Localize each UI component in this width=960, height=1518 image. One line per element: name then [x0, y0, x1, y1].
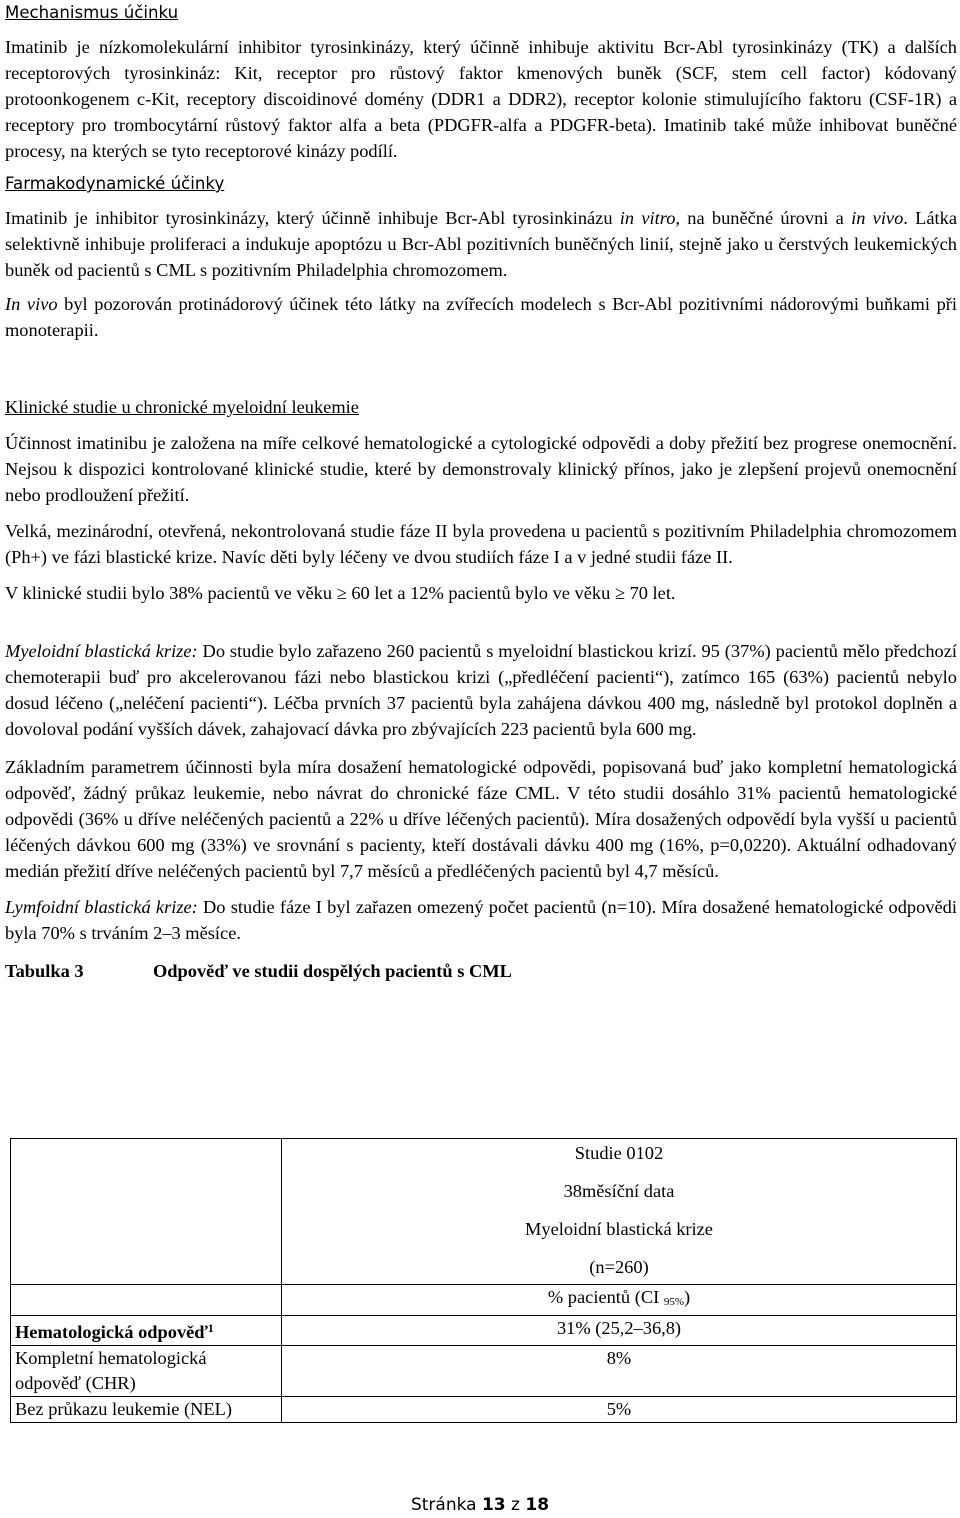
header-data: 38měsíční data [563, 1181, 675, 1201]
row-label: Bez průkazu leukemie (NEL) [11, 1397, 282, 1423]
lymphoid-crisis-paragraph: Lymfoidní blastická krize: Do studie fáze I byl zařazen omezený počet pacientů (n=10). Míra dosažené hematologické odpovědi byla 70% s trváním 2–3 měsíce. [5, 897, 957, 943]
row-value: 5% [282, 1397, 957, 1423]
table-header-row [11, 1139, 957, 1285]
header-n: (n=260) [589, 1257, 649, 1277]
endpoint-paragraph: Základním parametrem účinnosti byla míra dosažení hematologické odpovědi, popisovaná buď jako kompletní hematologická odpověď, žádný průkaz leukemie, nebo návrat do chronické fáze CML. V této studii dosáhlo 31% pacientů hematologické odpovědi (36% u dříve neléčených pacientů a 22% u dříve léčených pacientů). Míra dosažených odpovědí byla vyšší u pacientů léčených dávkou 600 mg (33%) ve srovnání s pacienty, kteří dostávali dávku 400 mg (16%, p=0,0220). Aktuální odhadovaný medián přežití dříve neléčených pacientů byl 7,7 měsíců a předléčených pacientů byl 4,7 měsíců. [5, 757, 957, 881]
document-page [5, 0, 957, 984]
header-population: Myeloidní blastická krize [525, 1219, 713, 1239]
clinical-paragraph-1: Účinnost imatinibu je založena na míře celkové hematologické a cytologické odpovědi a doby přežití bez progrese onemocnění. Nejsou k dispozici kontrolované klinické studie, které by demonstrovaly klinický přínos, jako je zlepšení projevů onemocnění nebo prodloužení přežití. [5, 433, 957, 505]
clinical-paragraph-3: V klinické studii bylo 38% pacientů ve věku ≥ 60 let a 12% pacientů bylo ve věku ≥ 70 let. [5, 583, 676, 603]
mechanism-paragraph: Imatinib je nízkomolekulární inhibitor tyrosinkinázy, který účinně inhibuje aktivitu Bcr-Abl tyrosinkinázy (TK) a dalších receptorových tyrosinkináz: Kit, receptor pro růstový faktor kmenových buněk (SCF, stem cell factor) kódovaný protoonkogenem c-Kit, receptory discoidinové domény (DDR1 a DDR2), receptor kolonie stimulujícího faktoru (CSF-1R) a receptory pro trombocytární růstový faktor alfa a beta (PDGFR-alfa a PDGFR-beta). Imatinib také může inhibovat buněčné procesy, na kterých se tyto receptorové kinázy podílí. [5, 37, 957, 161]
row-value: 8% [282, 1346, 957, 1397]
row-value: 31% (25,2–36,8) [282, 1316, 957, 1346]
table-title: Odpověď ve studii dospělých pacientů s CML [153, 961, 512, 981]
pharmacodynamics-heading: Farmakodynamické účinky [5, 174, 225, 193]
greater-equal-symbol: ≥ [336, 583, 347, 603]
header-study: Studie 0102 [574, 1143, 664, 1163]
clinical-studies-heading: Klinické studie u chronické myeloidní leukemie [5, 397, 359, 417]
page-number: 13 [481, 1495, 506, 1515]
clinical-paragraph-2: Velká, mezinárodní, otevřená, nekontrolovaná studie fáze II byla provedena u pacientů s pozitivním Philadelphia chromozomem (Ph+) ve fázi blastické krize. Navíc děti byly léčeny ve dvou studiích fáze I a v jedné studii fáze II. [5, 521, 957, 567]
table-subheader-row [11, 1285, 957, 1316]
mechanism-heading: Mechanismus účinku [5, 3, 179, 22]
table-number: Tabulka 3 [5, 961, 84, 981]
page-total: 18 [525, 1495, 550, 1515]
row-label: Kompletní hematologická odpověď (CHR) [11, 1346, 282, 1397]
pharmacodynamics-paragraph-1: Imatinib je inhibitor tyrosinkinázy, který účinně inhibuje Bcr-Abl tyrosinkinázu in vitro, na buněčné úrovni a in vivo. Látka selektivně inhibuje proliferaci a indukuje apoptózu u Bcr-Abl pozitivních buněčných linií, stejně jako u čerstvých leukemických buněk od pacientů s CML s pozitivním Philadelphia chromozomem. [5, 208, 957, 280]
table-row [11, 1316, 957, 1346]
pharmacodynamics-paragraph-2: In vivo byl pozorován protinádorový účinek této látky na zvířecích modelech s Bcr-Abl pozitivními nádorovými buňkami při monoterapii. [5, 294, 957, 340]
header-cell [282, 1139, 957, 1285]
greater-equal-symbol: ≥ [614, 583, 625, 603]
table-row [11, 1397, 957, 1423]
table-row [11, 1346, 957, 1397]
myeloid-crisis-paragraph: Myeloidní blastická krize: Do studie bylo zařazeno 260 pacientů s myeloidní blastickou krizí. 95 (37%) pacientů mělo předchozí chemoterapii buď pro akcelerovanou fázi nebo blastickou krizi („předléčení pacienti“), zatímco 165 (63%) pacientů nebylo dosud léčeno („neléčení pacienti“). Léčba prvních 37 pacientů byla zahájena dávkou 400 mg, následně byl protokol doplněn a dovoloval podání vyšších dávek, zahajovací dávka pro zbývajících 223 pacientů byla 600 mg. [5, 641, 957, 739]
page-footer: Stránka 13 z 18 [410, 1495, 550, 1515]
header-empty-cell [11, 1139, 282, 1285]
header-percent-cell: % pacientů (CI $_{95\%}$) [282, 1285, 957, 1316]
row-label: Hematologická odpověď$^1$ [11, 1316, 282, 1346]
table-caption [5, 958, 957, 984]
response-table [10, 1138, 957, 1423]
